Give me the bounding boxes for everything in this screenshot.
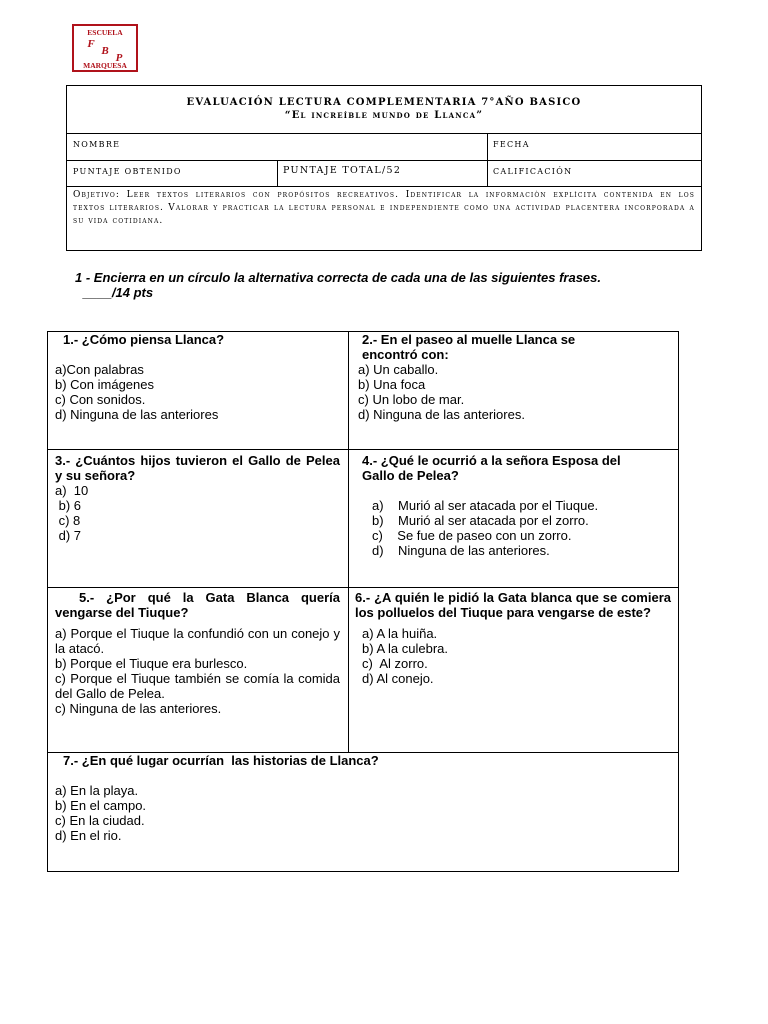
calificacion-label: CALIFICACIÓN bbox=[493, 167, 573, 176]
question-7-option-b[interactable]: b) En el campo. bbox=[55, 798, 147, 813]
question-1-option-c[interactable]: c) Con sonidos. bbox=[55, 392, 146, 407]
header-title bbox=[67, 96, 701, 122]
question-3-option-a[interactable]: a) 10 bbox=[55, 483, 89, 498]
logo-letter-f: F bbox=[87, 38, 95, 50]
objective-text: Objetivo: Leer textos literarios con propósitos recreativos. Identificar la informaciòn explìcita contenida en los textos literarios. Valorar y practicar la lectura personal e independiente como una actividad placentera incorporada a su vida cotidiana. bbox=[73, 190, 695, 226]
nombre-field[interactable] bbox=[67, 134, 487, 161]
name-row bbox=[67, 133, 701, 161]
title-line-1: EVALUACIÓN LECTURA COMPLEMENTARIA 7°AÑO BASICO bbox=[186, 97, 582, 108]
question-2 bbox=[358, 332, 658, 422]
row-divider-2 bbox=[48, 587, 678, 588]
logo-letter-p: P bbox=[115, 52, 123, 64]
question-1 bbox=[55, 332, 340, 422]
question-1-option-a[interactable]: a)Con palabras bbox=[55, 362, 144, 377]
instruction bbox=[75, 270, 695, 300]
fecha-field[interactable] bbox=[487, 134, 701, 161]
question-7-option-d[interactable]: d) En el rio. bbox=[55, 828, 122, 843]
question-4-option-c[interactable]: c) Se fue de paseo con un zorro. bbox=[372, 528, 572, 543]
question-5-option-c[interactable]: c) Porque el Tiuque también se comía la comida del Gallo de Pelea. bbox=[55, 671, 340, 701]
question-1-text: 1.- ¿Cómo piensa Llanca? bbox=[63, 332, 225, 347]
fecha-label: FECHA bbox=[493, 140, 530, 149]
question-6-option-a[interactable]: a) A la huiña. bbox=[362, 626, 438, 641]
question-4 bbox=[362, 453, 662, 558]
question-7-option-a[interactable]: a) En la playa. bbox=[55, 783, 139, 798]
question-1-option-d[interactable]: d) Ninguna de las anteriores bbox=[55, 407, 219, 422]
question-4-option-a[interactable]: a) Murió al ser atacada por el Tiuque. bbox=[372, 498, 599, 513]
row-divider-1 bbox=[48, 449, 678, 450]
question-6-option-d[interactable]: d) Al conejo. bbox=[362, 671, 434, 686]
puntaje-total-field[interactable] bbox=[277, 161, 487, 187]
question-6-text: 6.- ¿A quién le pidió la Gata blanca que se comiera los polluelos del Tiuque para vengarse de este? bbox=[355, 590, 671, 620]
calificacion-field[interactable] bbox=[487, 161, 701, 187]
nombre-label: NOMBRE bbox=[73, 140, 121, 149]
logo-bottom-text: MARQUESA bbox=[83, 61, 127, 70]
questions-table bbox=[47, 331, 679, 872]
question-2-option-b[interactable]: b) Una foca bbox=[358, 377, 426, 392]
question-3-option-d[interactable]: d) 7 bbox=[55, 528, 82, 543]
logo-top-text: ESCUELA bbox=[87, 28, 123, 37]
question-3-option-c[interactable]: c) 8 bbox=[55, 513, 81, 528]
puntaje-total-label: PUNTAJE TOTAL/52 bbox=[283, 165, 402, 176]
title-line-2: “El increíble mundo de Llanca” bbox=[284, 110, 484, 121]
question-2-option-a[interactable]: a) Un caballo. bbox=[358, 362, 439, 377]
question-5 bbox=[55, 590, 340, 716]
column-divider bbox=[348, 332, 349, 752]
question-2-option-c[interactable]: c) Un lobo de mar. bbox=[358, 392, 465, 407]
question-4-option-b[interactable]: b) Murió al ser atacada por el zorro. bbox=[372, 513, 589, 528]
puntaje-obtenido-label: PUNTAJE OBTENIDO bbox=[73, 167, 182, 176]
question-2-text: 2.- En el paseo al muelle Llanca se encontró con: bbox=[362, 332, 576, 362]
instruction-text: 1 - Encierra en un círculo la alternativa correcta de cada una de las siguientes frases. bbox=[75, 270, 601, 285]
logo-letter-b: B bbox=[101, 45, 109, 57]
question-3 bbox=[55, 453, 340, 543]
puntaje-obtenido-field[interactable] bbox=[67, 161, 277, 187]
objective-row bbox=[67, 186, 701, 251]
question-3-text: 3.- ¿Cuántos hijos tuvieron el Gallo de Pelea y su señora? bbox=[55, 453, 340, 483]
school-logo bbox=[72, 24, 138, 72]
question-5-option-b[interactable]: b) Porque el Tiuque era burlesco. bbox=[55, 656, 248, 671]
question-6-option-c[interactable]: c) Al zorro. bbox=[362, 656, 428, 671]
question-7 bbox=[55, 753, 655, 843]
question-2-option-d[interactable]: d) Ninguna de las anteriores. bbox=[358, 407, 525, 422]
question-6-option-b[interactable]: b) A la culebra. bbox=[362, 641, 448, 656]
question-5-option-d[interactable]: c) Ninguna de las anteriores. bbox=[55, 701, 222, 716]
question-5-text: 5.- ¿Por qué la Gata Blanca quería vengarse del Tiuque? bbox=[55, 590, 340, 620]
question-7-option-c[interactable]: c) En la ciudad. bbox=[55, 813, 145, 828]
evaluation-header bbox=[66, 85, 702, 251]
question-6 bbox=[355, 590, 671, 686]
instruction-score: ____/14 pts bbox=[83, 285, 154, 300]
question-5-option-a[interactable]: a) Porque el Tiuque la confundió con un conejo y la atacó. bbox=[55, 626, 340, 656]
question-4-option-d[interactable]: d) Ninguna de las anteriores. bbox=[372, 543, 550, 558]
question-4-text: 4.- ¿Qué le ocurrió a la señora Esposa del Gallo de Pelea? bbox=[362, 453, 621, 483]
question-1-option-b[interactable]: b) Con imágenes bbox=[55, 377, 154, 392]
score-row bbox=[67, 160, 701, 187]
question-3-option-b[interactable]: b) 6 bbox=[55, 498, 82, 513]
question-7-text: 7.- ¿En qué lugar ocurrían las historias de Llanca? bbox=[63, 753, 379, 768]
